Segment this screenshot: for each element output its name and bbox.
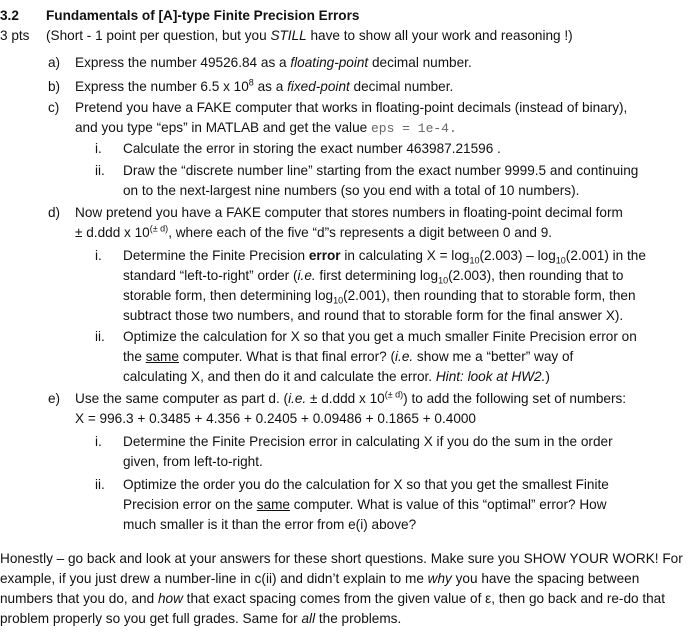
question-d-i-line1: Determine the Finite Precision error in calculating $X = \log_{10}(2.003) - \log_{10}(2.001)$ in the (123, 248, 646, 266)
question-d-ii-line1: Optimize the calculation for X so that you get a much smaller Finite Precision error on (123, 329, 637, 344)
question-e-ii-line1: Optimize the order you do the calculation for X so that you get the smallest Finite (123, 477, 609, 492)
question-d-ii-line3: calculating X, and then do it and calculate the error. Hint: look at HW2.) (123, 369, 550, 384)
question-e-ii-label: ii. (95, 477, 105, 492)
matlab-code: eps = 1e-4. (370, 121, 457, 136)
question-e-line1: Use the same computer as part d. (i.e. ± d.ddd x $10^{(\pm d)}$) to add the following set of numbers: (75, 389, 627, 406)
question-d-i-line3: storable form, then determining $\log_{10}(2.001)$, then rounding that to storable form, then (123, 288, 636, 306)
question-e-i-line2: given, from left-to-right. (123, 454, 263, 469)
question-d-line1: Now pretend you have a FAKE computer that stores numbers in floating-point decimal form (75, 205, 623, 220)
question-b-text: Express the number 6.5 x $10^8$ as a fixed-point decimal number. (75, 77, 454, 94)
question-d-i-line2: standard “left-to-right” order (i.e. first determining $\log_{10}(2.003)$, then rounding that to (123, 268, 624, 286)
question-c-line1: Pretend you have a FAKE computer that works in floating-point decimals (instead of binary), (75, 100, 628, 115)
question-e-i-line1: Determine the Finite Precision error in calculating X if you do the sum in the order (123, 434, 613, 449)
problem-subtitle: (Short - 1 point per question, but you STILL have to show all your work and reasoning !) (46, 28, 573, 43)
problem-title: Fundamentals of [A]-type Finite Precision Errors (46, 8, 360, 23)
question-d-i-label: i. (95, 248, 102, 263)
question-e-label: e) (48, 391, 61, 406)
question-d-label: d) (48, 205, 61, 220)
closing-paragraph: Honestly – go back and look at your answers for these short questions. Make sure you SHOW YOUR WORK! For example, if you just drew a number-line in c(ii) and didn’t explain to me why you have the spacing between numbers that you do, and how that exact spacing comes from the given value of ε, then go back and re-do that problem properly so you get full grades. Same for all the problems. (0, 551, 683, 626)
question-e-ii-line2: Precision error on the same computer. What is value of this “optimal” error? How (123, 497, 607, 512)
problem-number: 3.2 (0, 8, 19, 23)
question-c-i-label: i. (95, 141, 102, 156)
question-c-ii-line2: on to the next-largest nine numbers (so you end with a total of 10 numbers). (123, 183, 580, 198)
question-e-i-label: i. (95, 434, 102, 449)
question-c-ii-label: ii. (95, 163, 105, 178)
question-c-i-text: Calculate the error in storing the exact number 463987.21596 . (123, 141, 501, 156)
question-a-text: Express the number 49526.84 as a floating-point decimal number. (75, 55, 472, 70)
question-d-line2: ± d.ddd x $10^{(\pm d)}$, where each of the five “d”s represents a digit between 0 and 9. (75, 223, 553, 240)
question-c-ii-line1: Draw the “discrete number line” starting from the exact number 9999.5 and continuing (123, 163, 639, 178)
question-c-label: c) (48, 100, 60, 115)
question-a-label: a) (48, 55, 61, 70)
question-e-line2: X = 996.3 + 0.3485 + 4.356 + 0.2405 + 0.09486 + 0.1865 + 0.4000 (75, 411, 476, 426)
question-d-i-line4: subtract those two numbers, and round that to storable form for the final answer X). (123, 308, 624, 323)
question-e-ii-line3: much smaller is it than the error from e(i) above? (123, 517, 417, 532)
question-d-ii-label: ii. (95, 329, 105, 344)
points-label: 3 pts (0, 28, 30, 43)
question-d-ii-line2: the same computer. What is that final error? (i.e. show me a “better” way of (123, 349, 574, 364)
question-c-line2: and you type “eps” in MATLAB and get the value eps = 1e-4. (75, 120, 457, 136)
question-b-label: b) (48, 79, 61, 94)
